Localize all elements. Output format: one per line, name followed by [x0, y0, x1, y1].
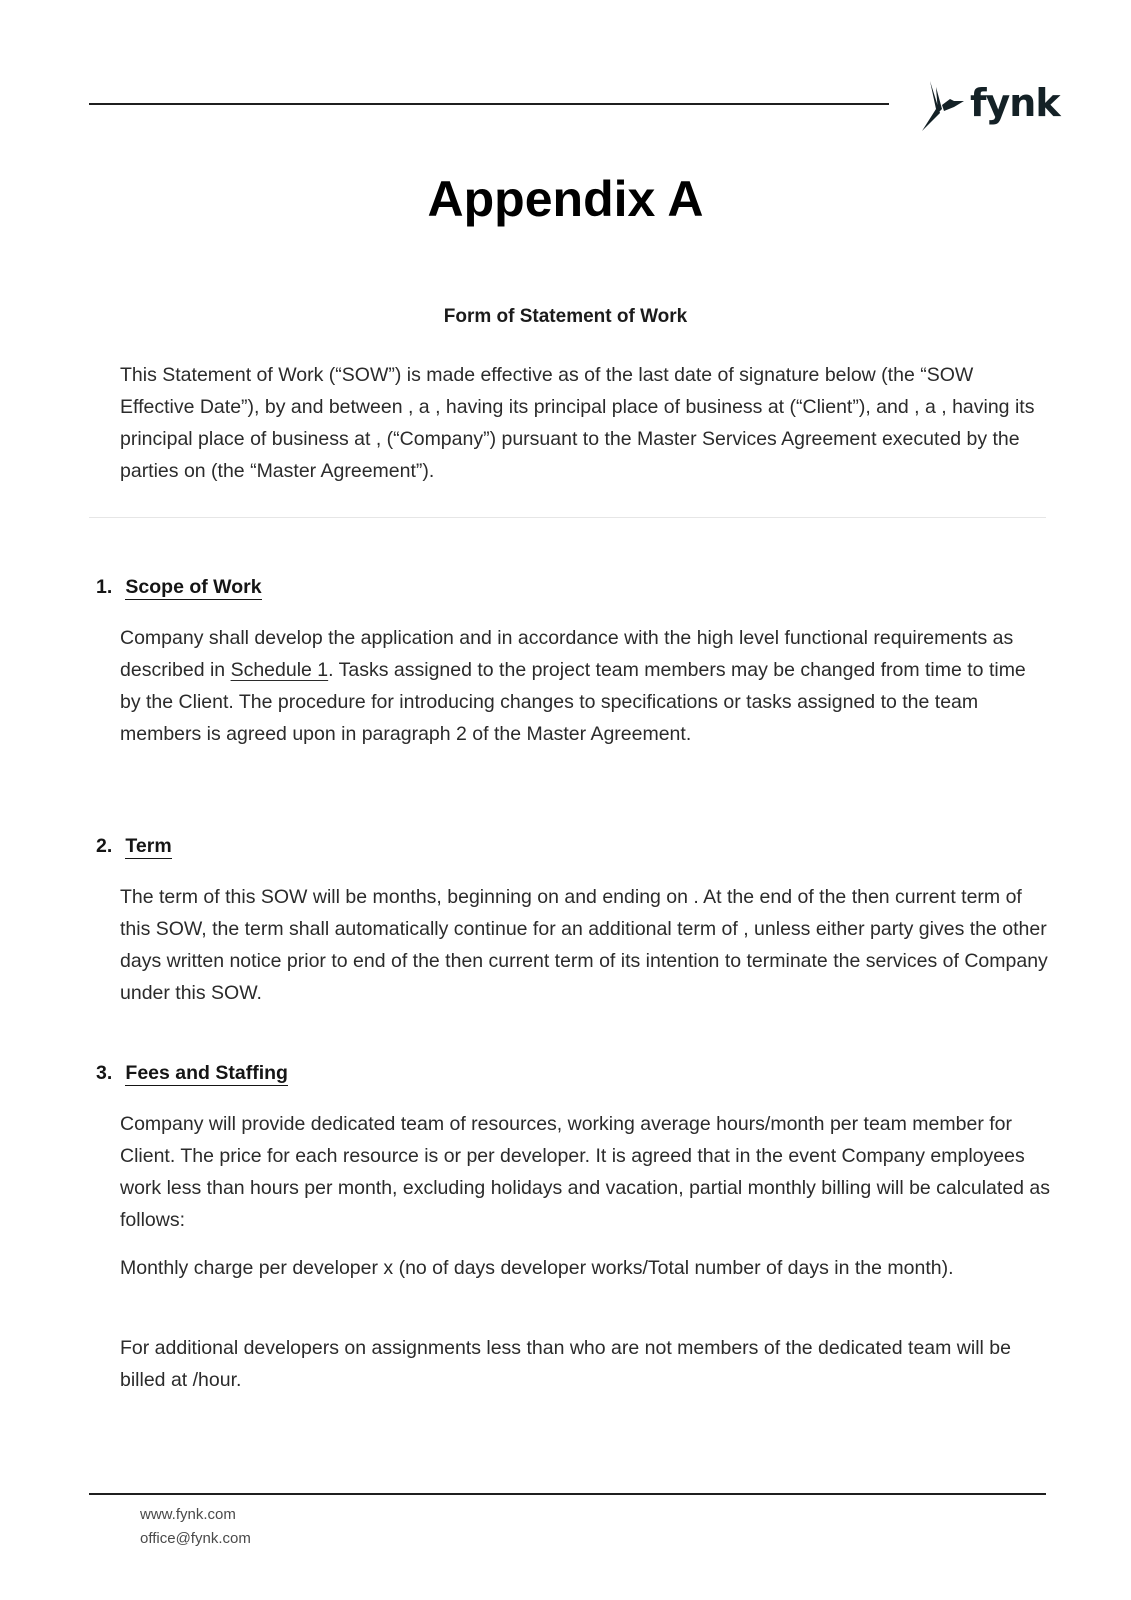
fees-paragraph-2: Monthly charge per developer x (no of days developer works/Total number of days in the month). [120, 1257, 954, 1279]
schedule-1-link[interactable]: Schedule 1 [230, 659, 329, 681]
fees-paragraph-3: For additional developers on assignments less than who are not members of the dedicated team will be billed at /hour. [120, 1337, 1011, 1391]
footer-email[interactable]: office@fynk.com [140, 1530, 251, 1547]
fees-paragraph-1: Company will provide dedicated team of resources, working average hours/month per team member for Client. The price for each resource is or per developer. It is agreed that in the event Company employees work less than hours per month, excluding holidays and vacation, partial monthly billing will be calculated as follows: [120, 1113, 1051, 1231]
section-number: 1. [96, 576, 113, 598]
scope-text-start: Company shall develop the application and in accordance with the high level functional requirements as described in [120, 627, 1014, 681]
section-number: 2. [96, 835, 113, 857]
intro-paragraph: This Statement of Work (“SOW”) is made effective as of the last date of signature below (the “SOW Effective Date”), by and between , a , having its principal place of business at (“Client”), and , a , having its principal place of business at , (“Company”) pursuant to the Master Services Agreement executed by the parties on (the “Master Agreement”). [120, 364, 1035, 482]
term-paragraph: The term of this SOW will be months, beginning on and ending on . At the end of the then current term of this SOW, the term shall automatically continue for an additional term of , unless either party gives the other days written notice prior to end of the then current term of its intention to terminate the services of Company under this SOW. [120, 886, 1048, 1004]
header-rule [89, 103, 889, 105]
logo-wordmark: fynk [970, 81, 1060, 125]
scope-paragraph [120, 622, 1050, 750]
footer-website[interactable]: www.fynk.com [140, 1506, 236, 1523]
brand-logo [920, 78, 1060, 134]
section-heading-fees [96, 1059, 288, 1087]
section-title: Fees and Staffing [125, 1062, 288, 1084]
page-title: Appendix A [427, 171, 704, 227]
section-title: Term [125, 835, 172, 857]
document-subtitle: Form of Statement of Work [443, 306, 688, 327]
section-title: Scope of Work [125, 576, 262, 598]
footer-rule [89, 1493, 1046, 1495]
section-heading-scope [96, 573, 262, 601]
scope-text-end: . Tasks assigned to the project team members may be changed from time to time by the Client. The procedure for introducing changes to specifications or tasks assigned to the team members is agreed upon in paragraph 2 of the Master Agreement. [120, 659, 1026, 745]
bird-logo-icon [920, 79, 966, 133]
section-divider [89, 517, 1046, 518]
section-number: 3. [96, 1062, 113, 1084]
section-heading-term [96, 832, 172, 860]
